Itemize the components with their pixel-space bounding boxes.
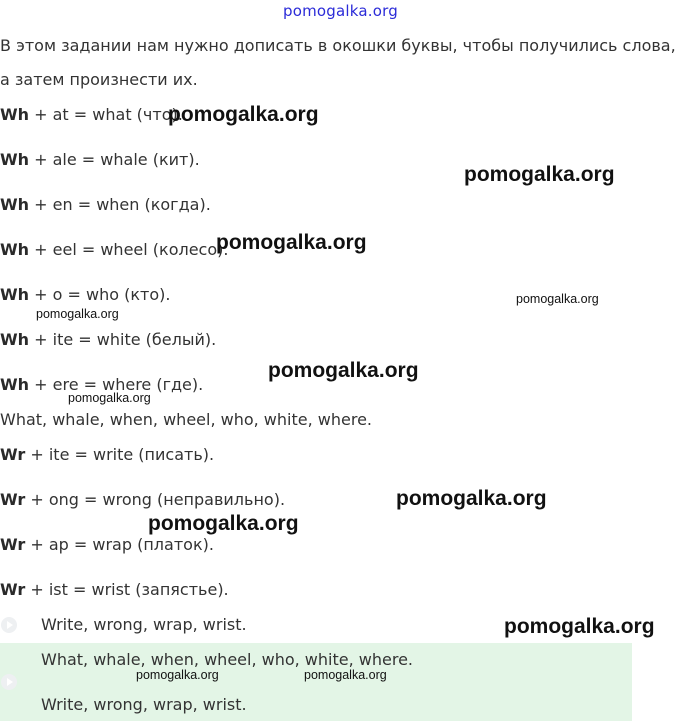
wr-prefix: Wr — [0, 580, 26, 599]
wh-equation: + ale = whale (кит). — [29, 150, 200, 169]
wr-equation: + ap = wrap (платок). — [25, 535, 214, 554]
wh-prefix: Wh — [0, 285, 30, 304]
option-radio-2[interactable] — [1, 674, 17, 690]
wr-line — [0, 580, 229, 600]
watermark-small: pomogalka.org — [68, 391, 151, 405]
intro-line-2: а затем произнести их. — [0, 70, 198, 89]
wr-prefix: Wr — [0, 535, 26, 554]
wr-line — [0, 445, 214, 465]
option-2-label-line-1[interactable]: What, whale, when, wheel, who, white, where. — [41, 650, 413, 669]
wh-equation: + ere = where (где). — [29, 375, 204, 394]
wr-line — [0, 490, 285, 510]
wh-prefix: Wh — [0, 330, 30, 349]
wh-equation: + o = who (кто). — [29, 285, 171, 304]
wh-equation: + at = what (что). — [29, 105, 183, 124]
watermark: pomogalka.org — [148, 512, 299, 535]
wh-prefix: Wh — [0, 105, 30, 124]
wh-prefix: Wh — [0, 150, 30, 169]
wr-equation: + ist = wrist (запястье). — [25, 580, 229, 599]
watermark: pomogalka.org — [268, 359, 419, 382]
wh-line — [0, 105, 183, 125]
watermark-small: pomogalka.org — [36, 307, 119, 321]
wh-line — [0, 240, 228, 260]
watermark: pomogalka.org — [504, 615, 655, 638]
watermark: pomogalka.org — [396, 487, 547, 510]
wh-line — [0, 330, 216, 350]
wh-prefix: Wh — [0, 195, 30, 214]
wh-prefix: Wh — [0, 375, 30, 394]
watermark: pomogalka.org — [464, 163, 615, 186]
watermark-small: pomogalka.org — [516, 292, 599, 306]
wh-equation: + ite = white (белый). — [29, 330, 217, 349]
watermark: pomogalka.org — [216, 231, 367, 254]
header-watermark: pomogalka.org — [283, 2, 398, 20]
wr-line — [0, 535, 214, 555]
watermark: pomogalka.org — [168, 103, 319, 126]
option-radio-1[interactable] — [1, 617, 17, 633]
wh-line — [0, 285, 170, 305]
wh-line — [0, 150, 200, 170]
wr-prefix: Wr — [0, 490, 26, 509]
watermark-small: pomogalka.org — [304, 668, 387, 682]
wh-line — [0, 195, 211, 215]
intro-line-1: В этом задании нам нужно дописать в окошки буквы, чтобы получились слова, — [0, 36, 676, 55]
wr-equation: + ite = write (писать). — [25, 445, 215, 464]
wh-equation: + en = when (когда). — [29, 195, 211, 214]
wr-prefix: Wr — [0, 445, 26, 464]
wr-equation: + ong = wrong (неправильно). — [25, 490, 286, 509]
watermark-small: pomogalka.org — [136, 668, 219, 682]
wh-prefix: Wh — [0, 240, 30, 259]
wh-equation: + eel = wheel (колесо). — [29, 240, 229, 259]
wh-summary: What, whale, when, wheel, who, white, where. — [0, 410, 372, 429]
option-2-label-line-2[interactable]: Write, wrong, wrap, wrist. — [41, 695, 247, 714]
option-1-label[interactable]: Write, wrong, wrap, wrist. — [41, 615, 247, 634]
